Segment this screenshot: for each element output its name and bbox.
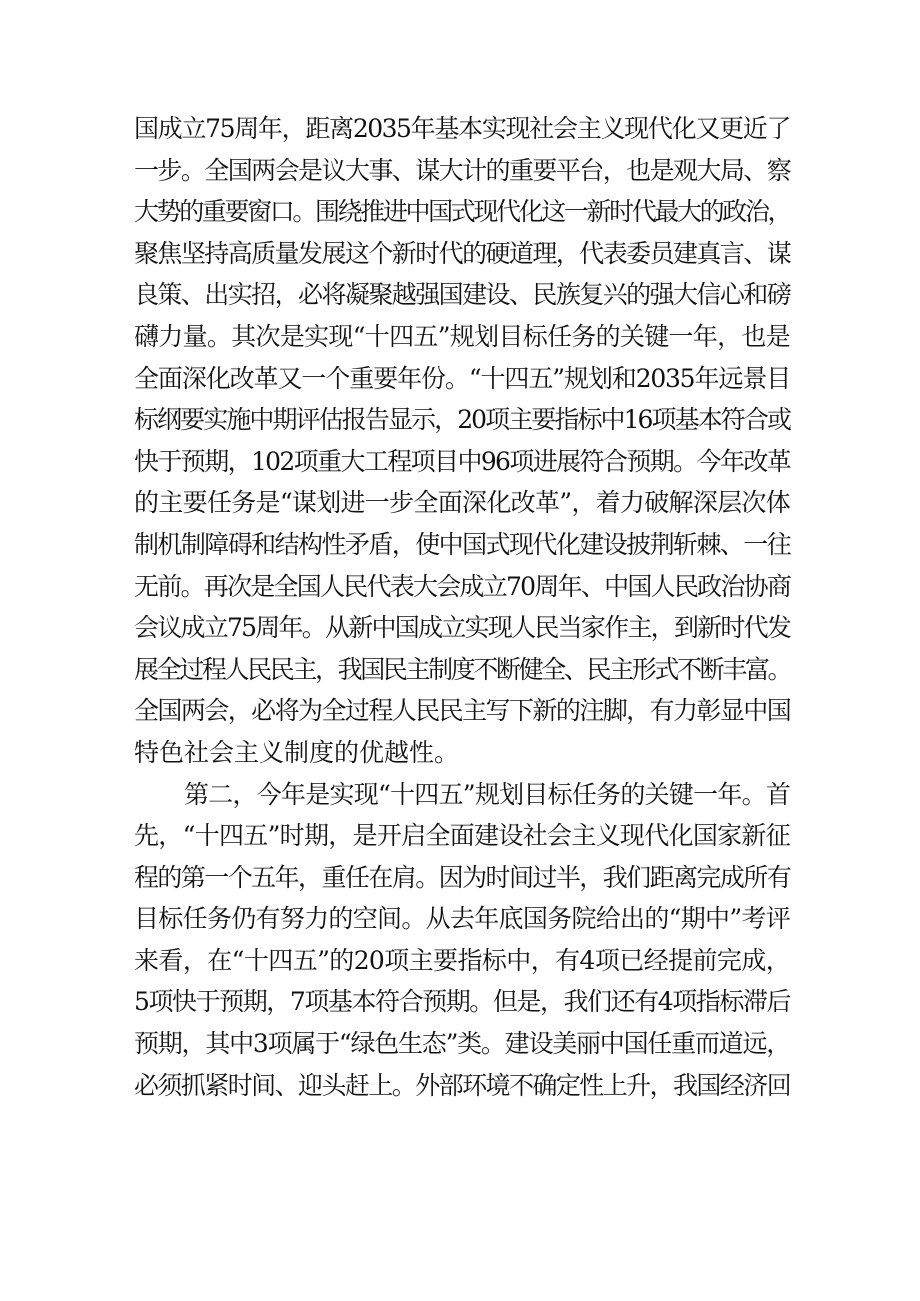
document-body — [134, 108, 790, 1106]
text-line: 国成立75周年，距离2035年基本实现社会主义现代化又更近了 — [134, 114, 790, 143]
text-line: 全国两会，必将为全过程人民民主写下新的注脚，有力彰显中国 — [134, 696, 790, 726]
text-line: 特色社会主义制度的优越性。 — [134, 737, 460, 767]
text-line: 聚焦坚持高质量发展这个新时代的硬道理，代表委员建真言、谋 — [134, 238, 790, 268]
text-line: 必须抓紧时间、迎头赶上。外部环境不确定性上升，我国经济回 — [134, 1070, 790, 1100]
text-line: 先，“十四五”时期，是开启全面建设社会主义现代化国家新征 — [134, 821, 790, 851]
text-line: 展全过程人民民主，我国民主制度不断健全、民主形式不断丰富。 — [134, 654, 790, 684]
paragraph-1 — [134, 108, 790, 774]
text-line: 大势的重要窗口。围绕推进中国式现代化这一新时代最大的政治， — [134, 197, 790, 227]
text-line: 来看，在“十四五”的20项主要指标中，有4项已经提前完成， — [134, 945, 790, 975]
text-line: 的主要任务是“谋划进一步全面深化改革”，着力破解深层次体 — [134, 488, 790, 518]
text-line: 目标任务仍有努力的空间。从去年底国务院给出的“期中”考评 — [134, 904, 790, 934]
text-line: 制机制障碍和结构性矛盾，使中国式现代化建设披荆斩棘、一往 — [134, 529, 790, 559]
text-line: 会议成立75周年。从新中国成立实现人民当家作主，到新时代发 — [134, 613, 791, 643]
text-line: 程的第一个五年，重任在肩。因为时间过半，我们距离完成所有 — [134, 862, 790, 892]
text-line: 良策、出实招，必将凝聚越强国建设、民族复兴的强大信心和磅 — [134, 280, 790, 310]
text-line: 标纲要实施中期评估报告显示，20项主要指标中16项基本符合或 — [134, 405, 790, 435]
text-line: 第二，今年是实现“十四五”规划目标任务的关键一年。首 — [184, 779, 791, 809]
paragraph-2 — [134, 774, 790, 1107]
text-line: 5项快于预期，7项基本符合预期。但是，我们还有4项指标滞后 — [134, 987, 790, 1017]
text-line: 全面深化改革又一个重要年份。“十四五”规划和2035年远景目 — [134, 363, 790, 393]
text-line: 快于预期，102项重大工程项目中96项进展符合预期。今年改革 — [134, 446, 790, 476]
text-line: 一步。全国两会是议大事、谋大计的重要平台，也是观大局、察 — [134, 155, 790, 185]
text-line: 礴力量。其次是实现“十四五”规划目标任务的关键一年，也是 — [134, 321, 790, 351]
text-line: 预期，其中3项属于“绿色生态”类。建设美丽中国任重而道远， — [134, 1029, 790, 1059]
text-line: 无前。再次是全国人民代表大会成立70周年、中国人民政治协商 — [134, 571, 791, 601]
